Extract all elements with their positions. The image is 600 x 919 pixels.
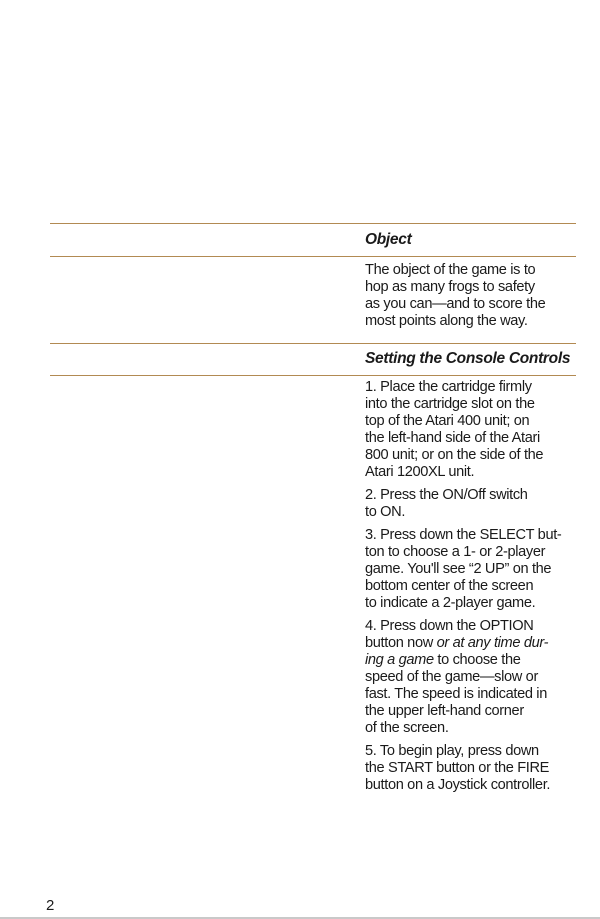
object-paragraph: [365, 262, 585, 330]
step-5: [365, 743, 585, 794]
object-heading: Object: [365, 231, 412, 248]
text-line: button on a Joystick controller.: [365, 777, 551, 793]
object-rule-top: [50, 223, 576, 224]
text-line: most points along the way.: [365, 313, 528, 329]
text-line: the left-hand side of the Atari: [365, 430, 540, 446]
text-line: into the cartridge slot on the: [365, 396, 535, 412]
text-line: 800 unit; or on the side of the: [365, 447, 544, 463]
text-line: ton to choose a 1- or 2-player: [365, 544, 546, 560]
console-rule-bottom: [50, 375, 576, 376]
text-normal: button now: [365, 635, 437, 651]
text-line: [365, 652, 585, 669]
text-line: 2. Press the ON/Off switch: [365, 487, 528, 503]
text-line: to indicate a 2-player game.: [365, 595, 536, 611]
text-line: 3. Press down the SELECT but-: [365, 527, 562, 543]
console-steps: [365, 379, 585, 800]
text-line: Atari 1200XL unit.: [365, 464, 475, 480]
text-line: to ON.: [365, 504, 406, 520]
text-line: bottom center of the screen: [365, 578, 534, 594]
text-line: The object of the game is to: [365, 262, 536, 278]
step-4: [365, 618, 585, 737]
object-rule-bottom: [50, 256, 576, 257]
text-line: the upper left-hand corner: [365, 703, 524, 719]
text-line: of the screen.: [365, 720, 449, 736]
text-normal: to choose the: [433, 652, 521, 668]
text-line: top of the Atari 400 unit; on: [365, 413, 530, 429]
text-line: the START button or the FIRE: [365, 760, 550, 776]
text-line: 4. Press down the OPTION: [365, 618, 534, 634]
text-line: fast. The speed is indicated in: [365, 686, 547, 702]
console-heading: Setting the Console Controls: [365, 350, 571, 367]
text-line: speed of the game—slow or: [365, 669, 538, 685]
console-rule-top: [50, 343, 576, 344]
text-line: as you can—and to score the: [365, 296, 546, 312]
text-line: 5. To begin play, press down: [365, 743, 539, 759]
text-line: 1. Place the cartridge firmly: [365, 379, 532, 395]
step-2: [365, 487, 585, 521]
text-italic: ing a game: [365, 652, 434, 668]
text-line: game. You'll see “2 UP” on the: [365, 561, 552, 577]
text-line: [365, 635, 585, 652]
text-italic: or at any time dur-: [436, 635, 549, 651]
step-3: [365, 527, 585, 612]
step-1: [365, 379, 585, 481]
page-number: 2: [46, 897, 55, 914]
text-line: hop as many frogs to safety: [365, 279, 535, 295]
